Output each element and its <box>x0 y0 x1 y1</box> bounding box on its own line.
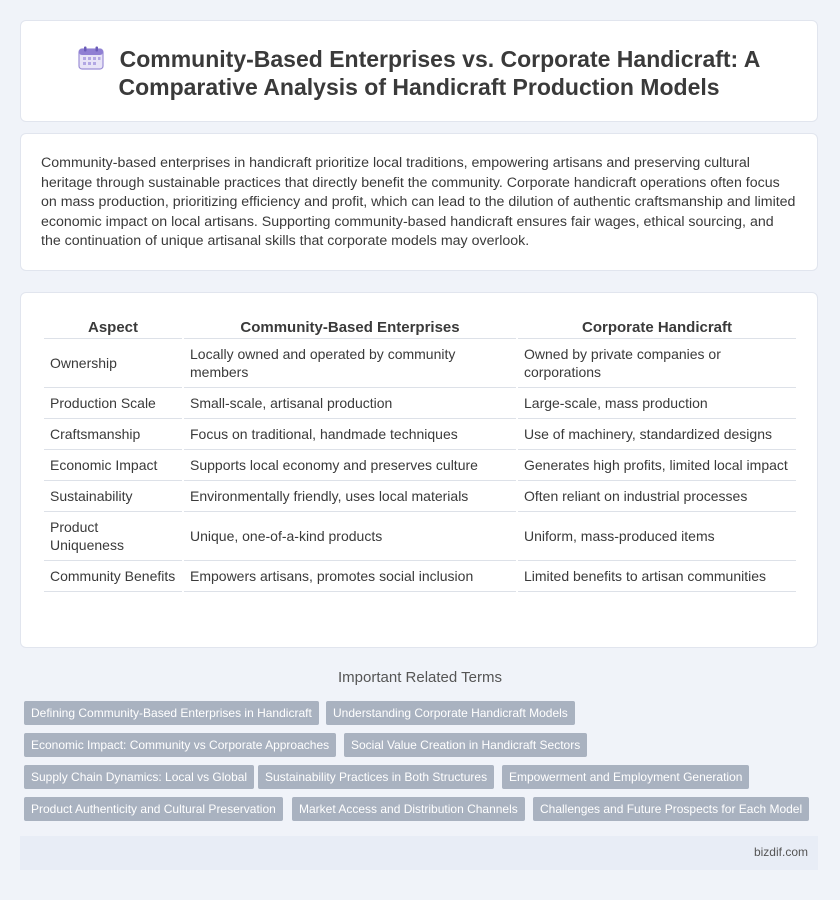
table-row <box>44 450 796 481</box>
cell-aspect: Community Benefits <box>44 561 182 592</box>
cell-aspect: Economic Impact <box>44 450 182 481</box>
table-row <box>44 512 796 561</box>
table-row <box>44 419 796 450</box>
intro-card <box>20 133 818 271</box>
cell-corporate: Generates high profits, limited local impact <box>518 450 796 481</box>
cell-aspect: Product Uniqueness <box>44 512 182 561</box>
cell-corporate: Uniform, mass-produced items <box>518 512 796 561</box>
cell-community: Supports local economy and preserves culture <box>184 450 516 481</box>
table-row <box>44 481 796 512</box>
related-term-tag[interactable]: Sustainability Practices in Both Structures <box>258 765 494 789</box>
related-term-tag[interactable]: Defining Community-Based Enterprises in Handicraft <box>24 701 319 725</box>
cell-community: Unique, one-of-a-kind products <box>184 512 516 561</box>
cell-community: Small-scale, artisanal production <box>184 388 516 419</box>
cell-community: Environmentally friendly, uses local materials <box>184 481 516 512</box>
cell-aspect: Production Scale <box>44 388 182 419</box>
cell-community: Empowers artisans, promotes social inclusion <box>184 561 516 592</box>
related-term-tag[interactable]: Market Access and Distribution Channels <box>292 797 525 821</box>
cell-aspect: Sustainability <box>44 481 182 512</box>
cell-corporate: Limited benefits to artisan communities <box>518 561 796 592</box>
cell-aspect: Ownership <box>44 339 182 388</box>
related-term-tag[interactable]: Supply Chain Dynamics: Local vs Global <box>24 765 254 789</box>
header-aspect: Aspect <box>44 315 182 339</box>
cell-community: Locally owned and operated by community members <box>184 339 516 388</box>
header-corporate: Corporate Handicraft <box>518 315 796 339</box>
table-row <box>44 388 796 419</box>
comparison-card <box>20 292 818 648</box>
related-term-tag[interactable]: Empowerment and Employment Generation <box>502 765 749 789</box>
cell-community: Focus on traditional, handmade techniques <box>184 419 516 450</box>
footer-site[interactable]: bizdif.com <box>753 845 808 859</box>
cell-corporate: Large-scale, mass production <box>518 388 796 419</box>
table-row <box>44 339 796 388</box>
header-community: Community-Based Enterprises <box>184 315 516 339</box>
calendar-icon <box>78 46 104 70</box>
page-title <box>51 45 787 101</box>
related-term-tag[interactable]: Economic Impact: Community vs Corporate Approaches <box>24 733 336 757</box>
intro-paragraph: Community-based enterprises in handicraft prioritize local traditions, empowering artisans and preserving cultural heritage through sustainable practices that directly benefit the community. Corporate handicraft operations often focus on mass production, prioritizing efficiency and profit, which can lead to the dilution of authentic craftsmanship and limited economic impact on local artisans. Supporting community-based handicraft ensures fair wages, ethical sourcing, and the continuation of unique artisanal skills that corporate models may overlook. <box>41 155 796 249</box>
related-term-tag[interactable]: Understanding Corporate Handicraft Models <box>326 701 575 725</box>
table-header-row <box>44 315 796 339</box>
related-term-tag[interactable]: Challenges and Future Prospects for Each Model <box>533 797 809 821</box>
page-title-text: Community-Based Enterprises vs. Corporate Handicraft: A Comparative Analysis of Handicraft Production Models <box>118 46 761 100</box>
cell-corporate: Owned by private companies or corporations <box>518 339 796 388</box>
comparison-table <box>42 315 798 592</box>
cell-corporate: Use of machinery, standardized designs <box>518 419 796 450</box>
title-card <box>20 20 818 122</box>
related-terms-title: Important Related Terms <box>338 669 502 686</box>
cell-corporate: Often reliant on industrial processes <box>518 481 796 512</box>
footer <box>20 836 818 870</box>
related-term-tag[interactable]: Product Authenticity and Cultural Preservation <box>24 797 283 821</box>
related-term-tag[interactable]: Social Value Creation in Handicraft Sectors <box>344 733 587 757</box>
table-row <box>44 561 796 592</box>
cell-aspect: Craftsmanship <box>44 419 182 450</box>
